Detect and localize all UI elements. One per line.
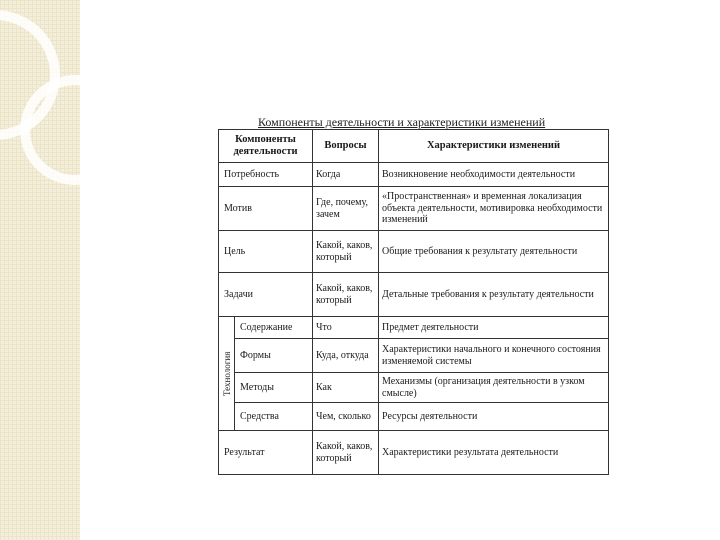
characteristic-cell: Ресурсы деятельности	[379, 403, 609, 431]
technology-label: Технология	[219, 317, 235, 431]
component-cell: Содержание	[235, 317, 313, 339]
component-cell: Результат	[219, 431, 313, 475]
characteristic-cell: «Пространственная» и временная локализация объекта деятельности, мотивировка необходимости изменений	[379, 187, 609, 231]
question-cell: Какой, каков, который	[313, 431, 379, 475]
question-cell: Как	[313, 373, 379, 403]
question-cell: Чем, сколько	[313, 403, 379, 431]
table-row	[219, 339, 609, 373]
header-questions: Вопросы	[313, 130, 379, 163]
component-cell: Потребность	[219, 163, 313, 187]
question-cell: Какой, каков, который	[313, 273, 379, 317]
characteristic-cell: Характеристики начального и конечного состояния изменяемой системы	[379, 339, 609, 373]
characteristic-cell: Механизмы (организация деятельности в узком смысле)	[379, 373, 609, 403]
component-cell: Цель	[219, 231, 313, 273]
table-row	[219, 273, 609, 317]
table-row	[219, 317, 609, 339]
table-row	[219, 431, 609, 475]
question-cell: Куда, откуда	[313, 339, 379, 373]
components-table	[218, 129, 609, 475]
decorative-circle	[20, 75, 130, 185]
question-cell: Какой, каков, который	[313, 231, 379, 273]
table-row	[219, 231, 609, 273]
component-cell: Средства	[235, 403, 313, 431]
characteristic-cell: Характеристики результата деятельности	[379, 431, 609, 475]
component-cell: Методы	[235, 373, 313, 403]
component-cell: Задачи	[219, 273, 313, 317]
characteristic-cell: Детальные требования к результату деятельности	[379, 273, 609, 317]
characteristic-cell: Общие требования к результату деятельности	[379, 231, 609, 273]
question-cell: Что	[313, 317, 379, 339]
characteristic-cell: Возникновение необходимости деятельности	[379, 163, 609, 187]
table-row	[219, 403, 609, 431]
table-header-row	[219, 130, 609, 163]
header-characteristics: Характеристики изменений	[379, 130, 609, 163]
characteristic-cell: Предмет деятельности	[379, 317, 609, 339]
table-title: Компоненты деятельности и характеристики изменений	[258, 115, 546, 129]
table-row	[219, 373, 609, 403]
table-row	[219, 163, 609, 187]
component-cell: Формы	[235, 339, 313, 373]
decorative-side-strip	[0, 0, 80, 540]
question-cell: Где, почему, зачем	[313, 187, 379, 231]
component-cell: Мотив	[219, 187, 313, 231]
question-cell: Когда	[313, 163, 379, 187]
header-components: Компоненты деятельности	[219, 130, 313, 163]
table-row	[219, 187, 609, 231]
